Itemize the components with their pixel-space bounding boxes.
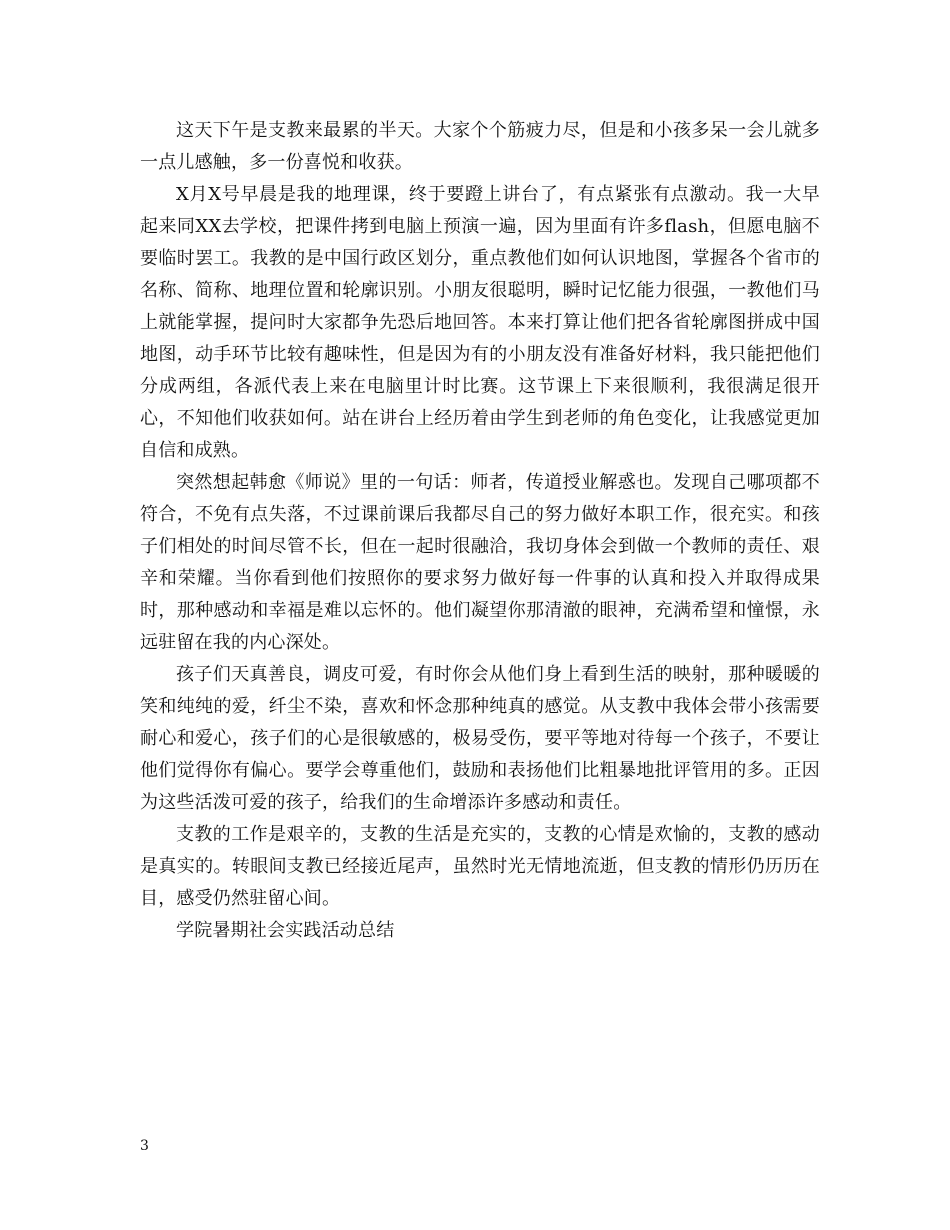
paragraph-geography-class: X月X号早晨是我的地理课，终于要蹬上讲台了，有点紧张有点激动。我一大早起来同XX去学校，把课件拷到电脑上预演一遍，因为里面有许多flash，但愿电脑不要临时罢工。我教的是中国行政区划分，重点教他们如何认识地图，掌握各个省市的名称、简称、地理位置和轮廓识别。小朋友很聪明，瞬时记忆能力很强，一教他们马上就能掌握，提问时大家都争先恐后地回答。本来打算让他们把各省轮廓图拼成中国地图，动手环节比较有趣味性，但是因为有的小朋友没有准备好材料，我只能把他们分成两组，各派代表上来在电脑里计时比赛。这节课上下来很顺利，我很满足很开心，不知他们收获如何。站在讲台上经历着由学生到老师的角色变化，让我感觉更加自信和成熟。	[140, 184, 820, 461]
paragraph-teacher-reflection: 突然想起韩愈《师说》里的一句话：师者，传道授业解惑也。发现自己哪项都不符合，不免有点失落，不过课前课后我都尽自己的努力做好本职工作，很充实。和孩子们相处的时间尽管不长，但在一起时很融洽，我切身体会到做一个教师的责任、艰辛和荣耀。当你看到他们按照你的要求努力做好每一件事的认真和投入并取得成果时，那种感动和幸福是难以忘怀的。他们凝望你那清澈的眼神，充满希望和憧憬，永远驻留在我的内心深处。	[140, 472, 820, 653]
document-body	[140, 115, 820, 947]
paragraph-children: 孩子们天真善良，调皮可爱，有时你会从他们身上看到生活的映射，那种暖暖的笑和纯纯的爱，纤尘不染，喜欢和怀念那种纯真的感觉。从支教中我体会带小孩需要耐心和爱心，孩子们的心是很敏感的，极易受伤，要平等地对待每一个孩子，不要让他们觉得你有偏心。要学会尊重他们，鼓励和表扬他们比粗暴地批评管用的多。正因为这些活泼可爱的孩子，给我们的生命增添许多感动和责任。	[140, 664, 820, 813]
paragraph-afternoon: 这天下午是支教来最累的半天。大家个个筋疲力尽，但是和小孩多呆一会儿就多一点儿感触，多一份喜悦和收获。	[140, 120, 820, 173]
section-heading: 学院暑期社会实践活动总结	[176, 920, 395, 941]
page-number: 3	[140, 1138, 149, 1154]
paragraph-summary: 支教的工作是艰辛的，支教的生活是充实的，支教的心情是欢愉的，支教的感动是真实的。转眼间支教已经接近尾声，虽然时光无情地流逝，但支教的情形仍历历在目，感受仍然驻留心间。	[140, 824, 820, 909]
